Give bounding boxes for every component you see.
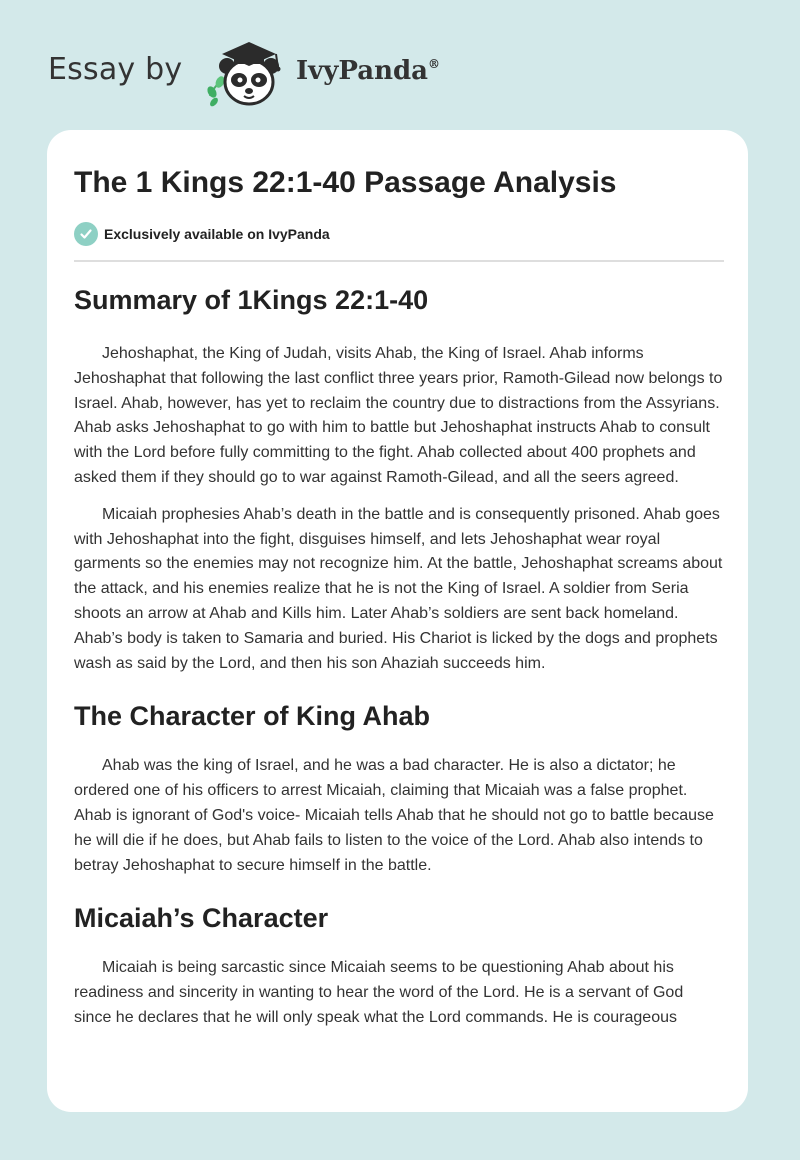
article-body (74, 280, 724, 1031)
registered-mark: ® (428, 57, 441, 71)
section-heading: The Character of King Ahab (74, 701, 431, 732)
section-heading: Summary of 1Kings 22:1-40 (74, 285, 429, 315)
page-title: The 1 Kings 22:1-40 Passage Analysis (74, 166, 617, 199)
article-card (47, 130, 748, 1112)
paragraph: Jehoshaphat, the King of Judah, visits Ahab, the King of Israel. Ahab informs Jehoshaphat that following the last conflict three years prior, Ramoth-Gilead now belongs to Israel. Ahab, however, has yet to reclaim the country due to distractions from the Assyrians. Ahab asks Jehoshaphat to go with him to battle but Jehoshaphat instructs Ahab to consult with the Lord before fully committing to the fight. Ahab collected about 400 prophets and asked them if they should go to war against Ramoth-Gilead, and all the seers agreed. (74, 345, 723, 486)
essay-by-label: Essay by (48, 52, 183, 87)
divider (74, 260, 724, 262)
exclusive-badge (74, 222, 330, 246)
brand-name[interactable]: IvyPanda® (296, 56, 441, 86)
paragraph: Micaiah prophesies Ahab’s death in the battle and is consequently prisoned. Ahab goes with Jehoshaphat into the fight, disguises himself, and lets Jehoshaphat wear royal garments so the enemies may not recognize him. At the battle, Jehoshaphat screams about the attack, and his enemies realize that he is not the King of Israel. A soldier from Seria shoots an arrow at Ahab and Kills him. Later Ahab’s soldiers are sent back homeland. Ahab’s body is taken to Samaria and buried. His Chariot is licked by the dogs and prophets wash as said by the Lord, and then his son Ahaziah succeeds him. (74, 505, 723, 672)
check-circle-icon (74, 222, 98, 246)
section-heading: Micaiah’s Character (74, 903, 329, 934)
ivypanda-logo-icon[interactable] (200, 36, 292, 108)
badge-label: Exclusively available on IvyPanda (104, 226, 330, 242)
site-header (48, 36, 468, 116)
paragraph: Ahab was the king of Israel, and he was a bad character. He is also a dictator; he ordered one of his officers to arrest Micaiah, claiming that Micaiah was a false prophet. Ahab is ignorant of God's voice- Micaiah tells Ahab that he should not go to battle because he will die if he does, but Ahab fails to listen to the voice of the Lord. Ahab also intends to betray Jehoshaphat to secure himself in the battle. (74, 757, 714, 874)
paragraph: Micaiah is being sarcastic since Micaiah seems to be questioning Ahab about his readiness and sincerity in wanting to hear the word of the Lord. He is a servant of God since he declares that he will only speak what the Lord commands. He is courageous (74, 959, 684, 1026)
